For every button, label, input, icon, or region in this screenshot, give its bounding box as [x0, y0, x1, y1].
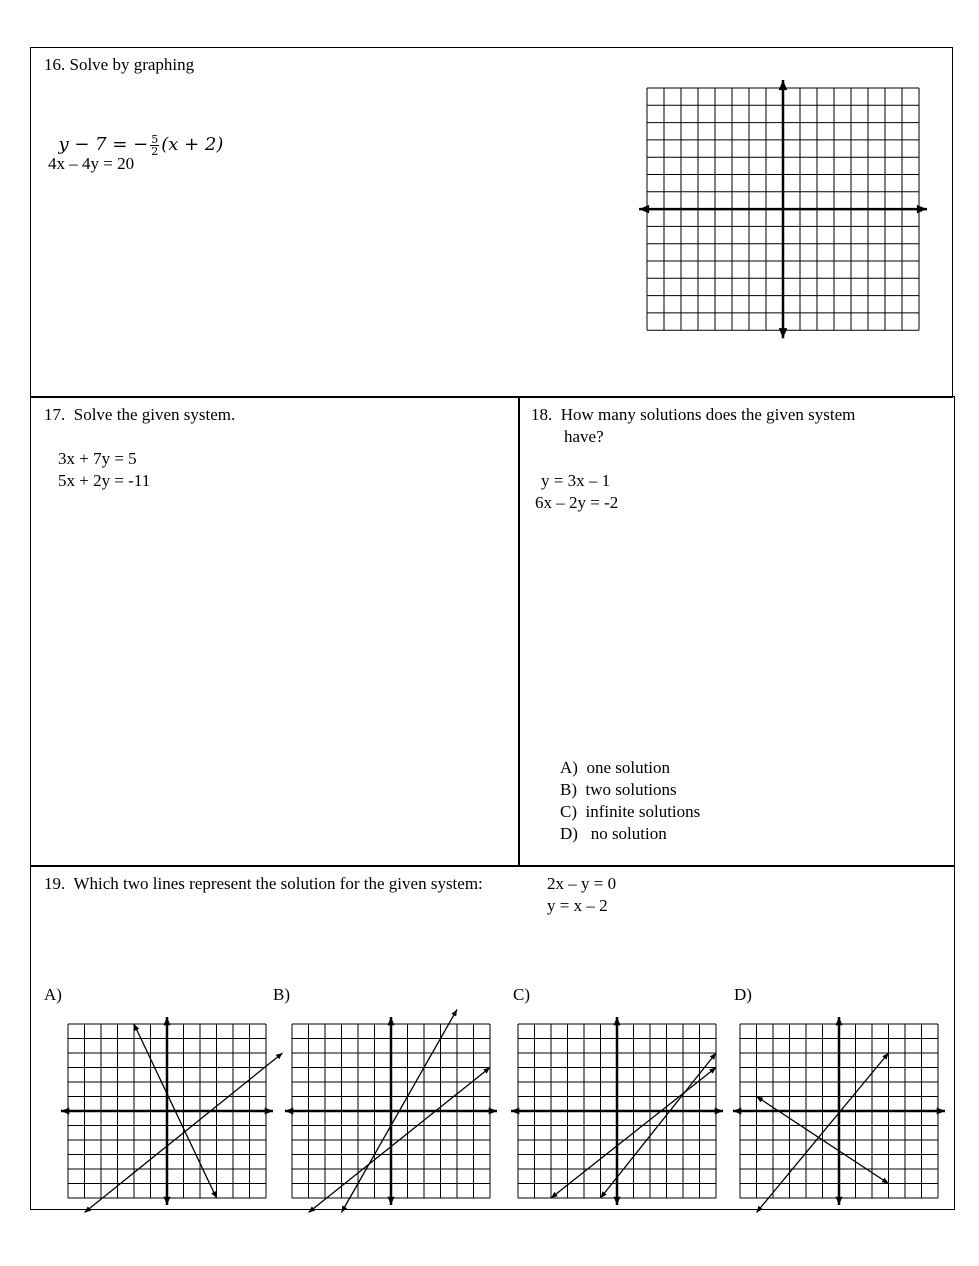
x-axis-arrow-right [937, 1107, 945, 1114]
option-line-arrow [882, 1178, 889, 1184]
q19-prompt: 19. Which two lines represent the solution for the given system: [44, 874, 483, 893]
x-axis-arrow-left [511, 1107, 519, 1114]
x-axis-arrow-left [639, 205, 649, 214]
q18-prompt-line-1: 18. How many solutions does the given system [531, 405, 856, 424]
x-axis-arrow-right [265, 1107, 273, 1114]
y-axis-arrow-up [779, 80, 788, 90]
q19-option-b-label[interactable]: B) [273, 985, 290, 1004]
y-axis-arrow-down [779, 328, 788, 338]
y-axis-arrow-up [835, 1017, 842, 1025]
q17-equation-1: 3x + 7y = 5 [58, 449, 137, 468]
fraction: $\frac{5}{2}$ [151, 132, 159, 158]
x-axis-arrow-left [61, 1107, 69, 1114]
y-axis-arrow-up [163, 1017, 170, 1025]
q16-equation-1: y − 7 = − $\frac{5}{2}$ (x + 2) [58, 132, 224, 158]
q17-prompt: 17. Solve the given system. [44, 405, 236, 424]
q18-choice-b[interactable]: B) two solutions [560, 780, 677, 799]
q19-option-b-graph[interactable] [284, 1017, 498, 1207]
y-axis-arrow-down [613, 1197, 620, 1205]
q18-equation-2: 6x – 2y = -2 [535, 493, 619, 512]
q18-equation-1: y = 3x – 1 [541, 471, 611, 490]
q19-option-c-graph[interactable] [510, 1017, 724, 1207]
y-axis-arrow-down [163, 1197, 170, 1205]
y-axis-arrow-up [613, 1017, 620, 1025]
x-axis-arrow-right [715, 1107, 723, 1114]
q19-option-d-label[interactable]: D) [734, 985, 752, 1004]
q19-option-d-graph[interactable] [732, 1017, 946, 1207]
q16-coordinate-grid [620, 75, 940, 345]
q16-equation-2: 4x – 4y = 20 [48, 154, 135, 173]
x-axis-arrow-left [733, 1107, 741, 1114]
q18-choice-d[interactable]: D) no solution [560, 824, 667, 843]
q19-equation-1: 2x – y = 0 [547, 874, 617, 893]
q16-prompt: 16. Solve by graphing [44, 55, 195, 74]
q18-choice-c[interactable]: C) infinite solutions [560, 802, 701, 821]
y-axis-arrow-down [835, 1197, 842, 1205]
q18-prompt-line-2: have? [564, 427, 604, 446]
option-line-arrow [757, 1097, 764, 1103]
x-axis-arrow-right [917, 205, 927, 214]
q19-option-a-graph[interactable] [60, 1017, 274, 1207]
x-axis-arrow-left [285, 1107, 293, 1114]
q17-equation-2: 5x + 2y = -11 [58, 471, 151, 490]
q19-option-a-label[interactable]: A) [44, 985, 62, 1004]
y-axis-arrow-up [387, 1017, 394, 1025]
q18-choice-a[interactable]: A) one solution [560, 758, 671, 777]
x-axis-arrow-right [489, 1107, 497, 1114]
y-axis-arrow-down [387, 1197, 394, 1205]
q19-option-c-label[interactable]: C) [513, 985, 530, 1004]
q19-equation-2: y = x – 2 [547, 896, 608, 915]
